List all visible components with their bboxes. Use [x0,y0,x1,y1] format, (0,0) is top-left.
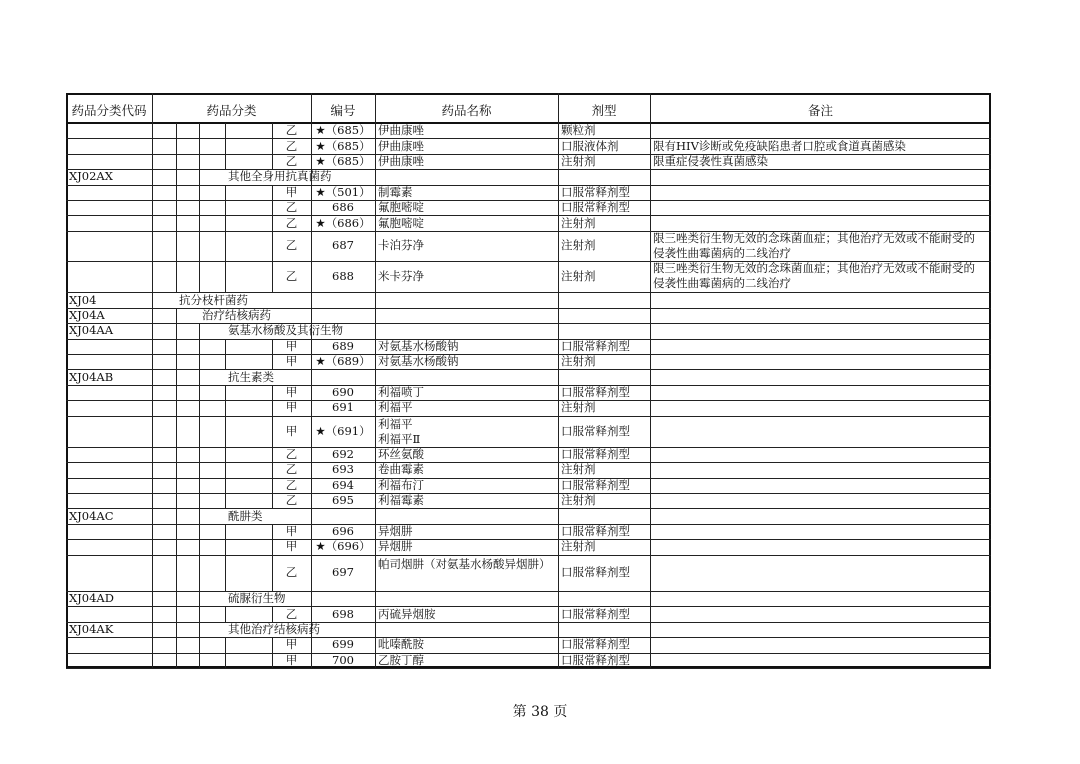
indent-divider [199,215,200,230]
category-name: 治疗结核病药 [202,307,271,322]
indent-divider [225,462,226,477]
dosage-form: 注射剂 [561,269,596,284]
insurance-level: 甲 [285,652,298,667]
dosage-form: 口服常释剂型 [561,447,630,462]
category-code: XJ04AA [69,323,114,338]
drug-name: 卡泊芬净 [378,238,424,253]
row-divider [66,185,991,186]
dosage-form: 注射剂 [561,354,596,369]
indent-divider [199,637,200,652]
indent-divider [225,339,226,354]
indent-divider [176,354,177,369]
drug-name: 伊曲康唑 [378,123,424,138]
remark-text: 限有HIV诊断或免疫缺陷患者口腔或食道真菌感染 [653,138,906,153]
indent-divider [225,215,226,230]
page-number: 第 38 页 [512,704,568,720]
header-separator [66,122,991,124]
drug-number: 687 [332,238,354,253]
row-divider [66,154,991,155]
drug-name: 利福布汀 [378,477,424,492]
drug-number: 690 [332,384,354,399]
insurance-level: 甲 [285,184,298,199]
remark-text: 限三唑类衍生物无效的念珠菌血症；其他治疗无效或不能耐受的侵袭性曲霉菌病的二线治疗 [653,230,975,260]
indent-divider [176,138,177,153]
row-divider [66,637,991,638]
indent-divider [199,385,200,400]
indent-divider [225,261,226,292]
drug-number: 689 [332,338,354,353]
insurance-level: 乙 [285,462,298,477]
header-remark: 备注 [807,103,833,118]
drug-number: ★（696） [315,539,371,554]
indent-divider [225,354,226,369]
category-name: 氨基水杨酸及其衍生物 [228,323,343,338]
drug-number: ★（689） [315,354,371,369]
category-name: 其他治疗结核病药 [228,621,320,636]
dosage-form: 注射剂 [561,539,596,554]
table-right-border [989,93,991,668]
indent-divider [176,591,177,606]
drug-name: 利福霉素 [378,493,424,508]
indent-divider [199,323,200,338]
drug-name: 异烟肼 [378,524,413,539]
drug-name: 丙硫异烟胺 [378,606,436,621]
insurance-level: 甲 [285,637,298,652]
category-name: 酰肼类 [228,508,263,523]
row-divider [66,606,991,607]
drug-number: ★（685） [315,123,371,138]
drug-number: 688 [332,269,354,284]
indent-divider [199,261,200,292]
indent-divider [176,385,177,400]
insurance-level: 甲 [285,423,298,438]
drug-number: ★（501） [315,184,371,199]
indent-divider [199,185,200,200]
drug-number: 695 [332,493,354,508]
table-left-border [66,93,68,668]
row-divider [66,539,991,540]
indent-divider [225,231,226,261]
drug-name: 米卡芬净 [378,269,424,284]
insurance-level: 乙 [285,215,298,230]
row-divider [66,622,991,623]
insurance-level: 乙 [285,123,298,138]
indent-divider [176,524,177,539]
indent-divider [199,123,200,138]
drug-number: 686 [332,200,354,215]
indent-divider [225,478,226,493]
indent-divider [199,622,200,637]
indent-divider [176,622,177,637]
row-divider [66,369,991,370]
drug-name: 氟胞嘧啶 [378,215,424,230]
dosage-form: 口服常释剂型 [561,423,630,438]
row-divider [66,508,991,509]
drug-name: 卷曲霉素 [378,462,424,477]
row-divider [66,447,991,448]
indent-divider [225,637,226,652]
column-divider [650,93,651,668]
dosage-form: 口服常释剂型 [561,565,630,580]
drug-number: 700 [332,652,354,667]
category-name: 其他全身用抗真菌药 [228,169,332,184]
category-code: XJ04AK [69,621,114,636]
indent-divider [225,539,226,554]
indent-divider [225,123,226,138]
drug-number: 694 [332,477,354,492]
row-divider [66,524,991,525]
indent-divider [225,416,226,447]
insurance-level: 甲 [285,400,298,415]
indent-divider [199,138,200,153]
row-divider [66,462,991,463]
indent-divider [176,339,177,354]
dosage-form: 口服液体剂 [561,138,619,153]
indent-divider [176,637,177,652]
drug-number: 696 [332,524,354,539]
drug-number: ★（691） [315,423,371,438]
row-divider [66,354,991,355]
dosage-form: 口服常释剂型 [561,477,630,492]
drug-number: 697 [332,565,354,580]
row-divider [66,668,991,669]
indent-divider [199,591,200,606]
category-name: 硫脲衍生物 [228,591,286,606]
indent-divider [176,653,177,668]
insurance-level: 乙 [285,477,298,492]
dosage-form: 口服常释剂型 [561,524,630,539]
indent-divider [176,123,177,138]
indent-divider [176,416,177,447]
indent-divider [199,508,200,523]
row-divider [66,555,991,556]
indent-divider [199,653,200,668]
row-divider [66,200,991,201]
column-divider [558,93,559,668]
indent-divider [199,555,200,591]
insurance-level: 乙 [285,200,298,215]
indent-divider [199,462,200,477]
row-divider [66,339,991,340]
indent-divider [176,308,177,323]
row-divider [66,323,991,324]
indent-divider [176,231,177,261]
insurance-level: 甲 [285,354,298,369]
indent-divider [199,539,200,554]
indent-divider [176,539,177,554]
dosage-form: 口服常释剂型 [561,200,630,215]
drug-number: 699 [332,637,354,652]
indent-divider [176,169,177,184]
dosage-form: 口服常释剂型 [561,338,630,353]
row-divider [66,493,991,494]
indent-divider [199,416,200,447]
column-divider [375,93,376,668]
category-code: XJ04AB [69,369,114,384]
insurance-level: 甲 [285,524,298,539]
insurance-level: 乙 [285,238,298,253]
table-top-border [66,93,991,95]
indent-divider [225,524,226,539]
remark-text: 限重症侵袭性真菌感染 [653,154,768,169]
insurance-level: 乙 [285,154,298,169]
indent-divider [225,385,226,400]
indent-divider [199,339,200,354]
indent-divider [199,447,200,462]
column-divider [152,93,153,668]
indent-divider [199,154,200,169]
indent-divider [225,493,226,508]
dosage-form: 注射剂 [561,154,596,169]
indent-divider [225,200,226,215]
indent-divider [225,185,226,200]
indent-divider [199,369,200,384]
dosage-form: 口服常释剂型 [561,652,630,667]
indent-divider [176,555,177,591]
category-code: XJ04A [69,307,105,322]
drug-name: 伊曲康唑 [378,154,424,169]
indent-divider [199,478,200,493]
indent-divider [176,261,177,292]
indent-divider [225,555,226,591]
insurance-level: 乙 [285,269,298,284]
indent-divider [176,369,177,384]
indent-divider [176,606,177,621]
row-divider [66,591,991,592]
insurance-level: 甲 [285,384,298,399]
header-category: 药品分类 [206,103,257,118]
indent-divider [176,185,177,200]
dosage-form: 注射剂 [561,400,596,415]
indent-divider [199,524,200,539]
indent-divider [176,508,177,523]
indent-divider [176,493,177,508]
indent-divider [176,215,177,230]
dosage-form: 注射剂 [561,215,596,230]
drug-catalog-table [66,93,991,668]
indent-divider [176,478,177,493]
dosage-form: 口服常释剂型 [561,184,630,199]
drug-name: 帕司烟肼（对氨基水杨酸异烟肼） [378,556,551,571]
category-code: XJ04AC [69,508,114,523]
drug-number: 693 [332,462,354,477]
indent-divider [225,400,226,415]
insurance-level: 乙 [285,493,298,508]
category-name: 抗生素类 [228,369,274,384]
drug-number: 692 [332,447,354,462]
insurance-level: 乙 [285,447,298,462]
row-divider [66,385,991,386]
drug-name: 对氨基水杨酸钠 [378,338,459,353]
header-code: 药品分类代码 [71,103,147,118]
drug-number: ★（685） [315,154,371,169]
indent-divider [199,231,200,261]
row-divider [66,215,991,216]
drug-name: 氟胞嘧啶 [378,200,424,215]
indent-divider [225,606,226,621]
header-form: 剂型 [591,103,617,118]
indent-divider [199,400,200,415]
indent-divider [176,323,177,338]
dosage-form: 口服常释剂型 [561,384,630,399]
indent-divider [199,169,200,184]
drug-number: ★（685） [315,138,371,153]
indent-divider [199,200,200,215]
insurance-level: 乙 [285,138,298,153]
category-code: XJ04 [69,292,97,307]
dosage-form: 颗粒剂 [561,123,596,138]
header-name: 药品名称 [441,103,492,118]
drug-number: ★（686） [315,215,371,230]
insurance-level: 甲 [285,338,298,353]
indent-divider [199,354,200,369]
indent-divider [176,200,177,215]
dosage-form: 口服常释剂型 [561,606,630,621]
drug-name: 利福平 [378,400,413,415]
remark-text: 限三唑类衍生物无效的念珠菌血症；其他治疗无效或不能耐受的侵袭性曲霉菌病的二线治疗 [653,261,975,291]
dosage-form: 口服常释剂型 [561,637,630,652]
insurance-level: 乙 [285,606,298,621]
drug-name: 利福平 [378,416,413,431]
header-number: 编号 [330,103,356,118]
insurance-level: 甲 [285,539,298,554]
dosage-form: 注射剂 [561,238,596,253]
drug-name: 吡嗪酰胺 [378,637,424,652]
drug-number: 698 [332,606,354,621]
drug-name: 对氨基水杨酸钠 [378,354,459,369]
indent-divider [176,400,177,415]
row-divider [66,478,991,479]
indent-divider [176,462,177,477]
category-code: XJ04AD [69,591,114,606]
drug-name: 乙胺丁醇 [378,652,424,667]
row-divider [66,169,991,170]
drug-name: 利福喷丁 [378,384,424,399]
drug-name: 异烟肼 [378,539,413,554]
indent-divider [225,154,226,169]
drug-name: 伊曲康唑 [378,138,424,153]
indent-divider [176,154,177,169]
category-code: XJ02AX [69,169,113,184]
drug-number: 691 [332,400,354,415]
insurance-level: 乙 [285,565,298,580]
dosage-form: 注射剂 [561,493,596,508]
row-divider [66,416,991,417]
drug-name-alt: 利福平Ⅱ [378,431,421,446]
row-divider [66,400,991,401]
indent-divider [199,493,200,508]
indent-divider [225,447,226,462]
indent-divider [199,606,200,621]
indent-divider [225,138,226,153]
indent-divider [176,447,177,462]
indent-divider [225,653,226,668]
category-name: 抗分枝杆菌药 [179,292,248,307]
row-divider [66,653,991,654]
dosage-form: 注射剂 [561,462,596,477]
drug-name: 制霉素 [378,184,413,199]
drug-name: 环丝氨酸 [378,447,424,462]
